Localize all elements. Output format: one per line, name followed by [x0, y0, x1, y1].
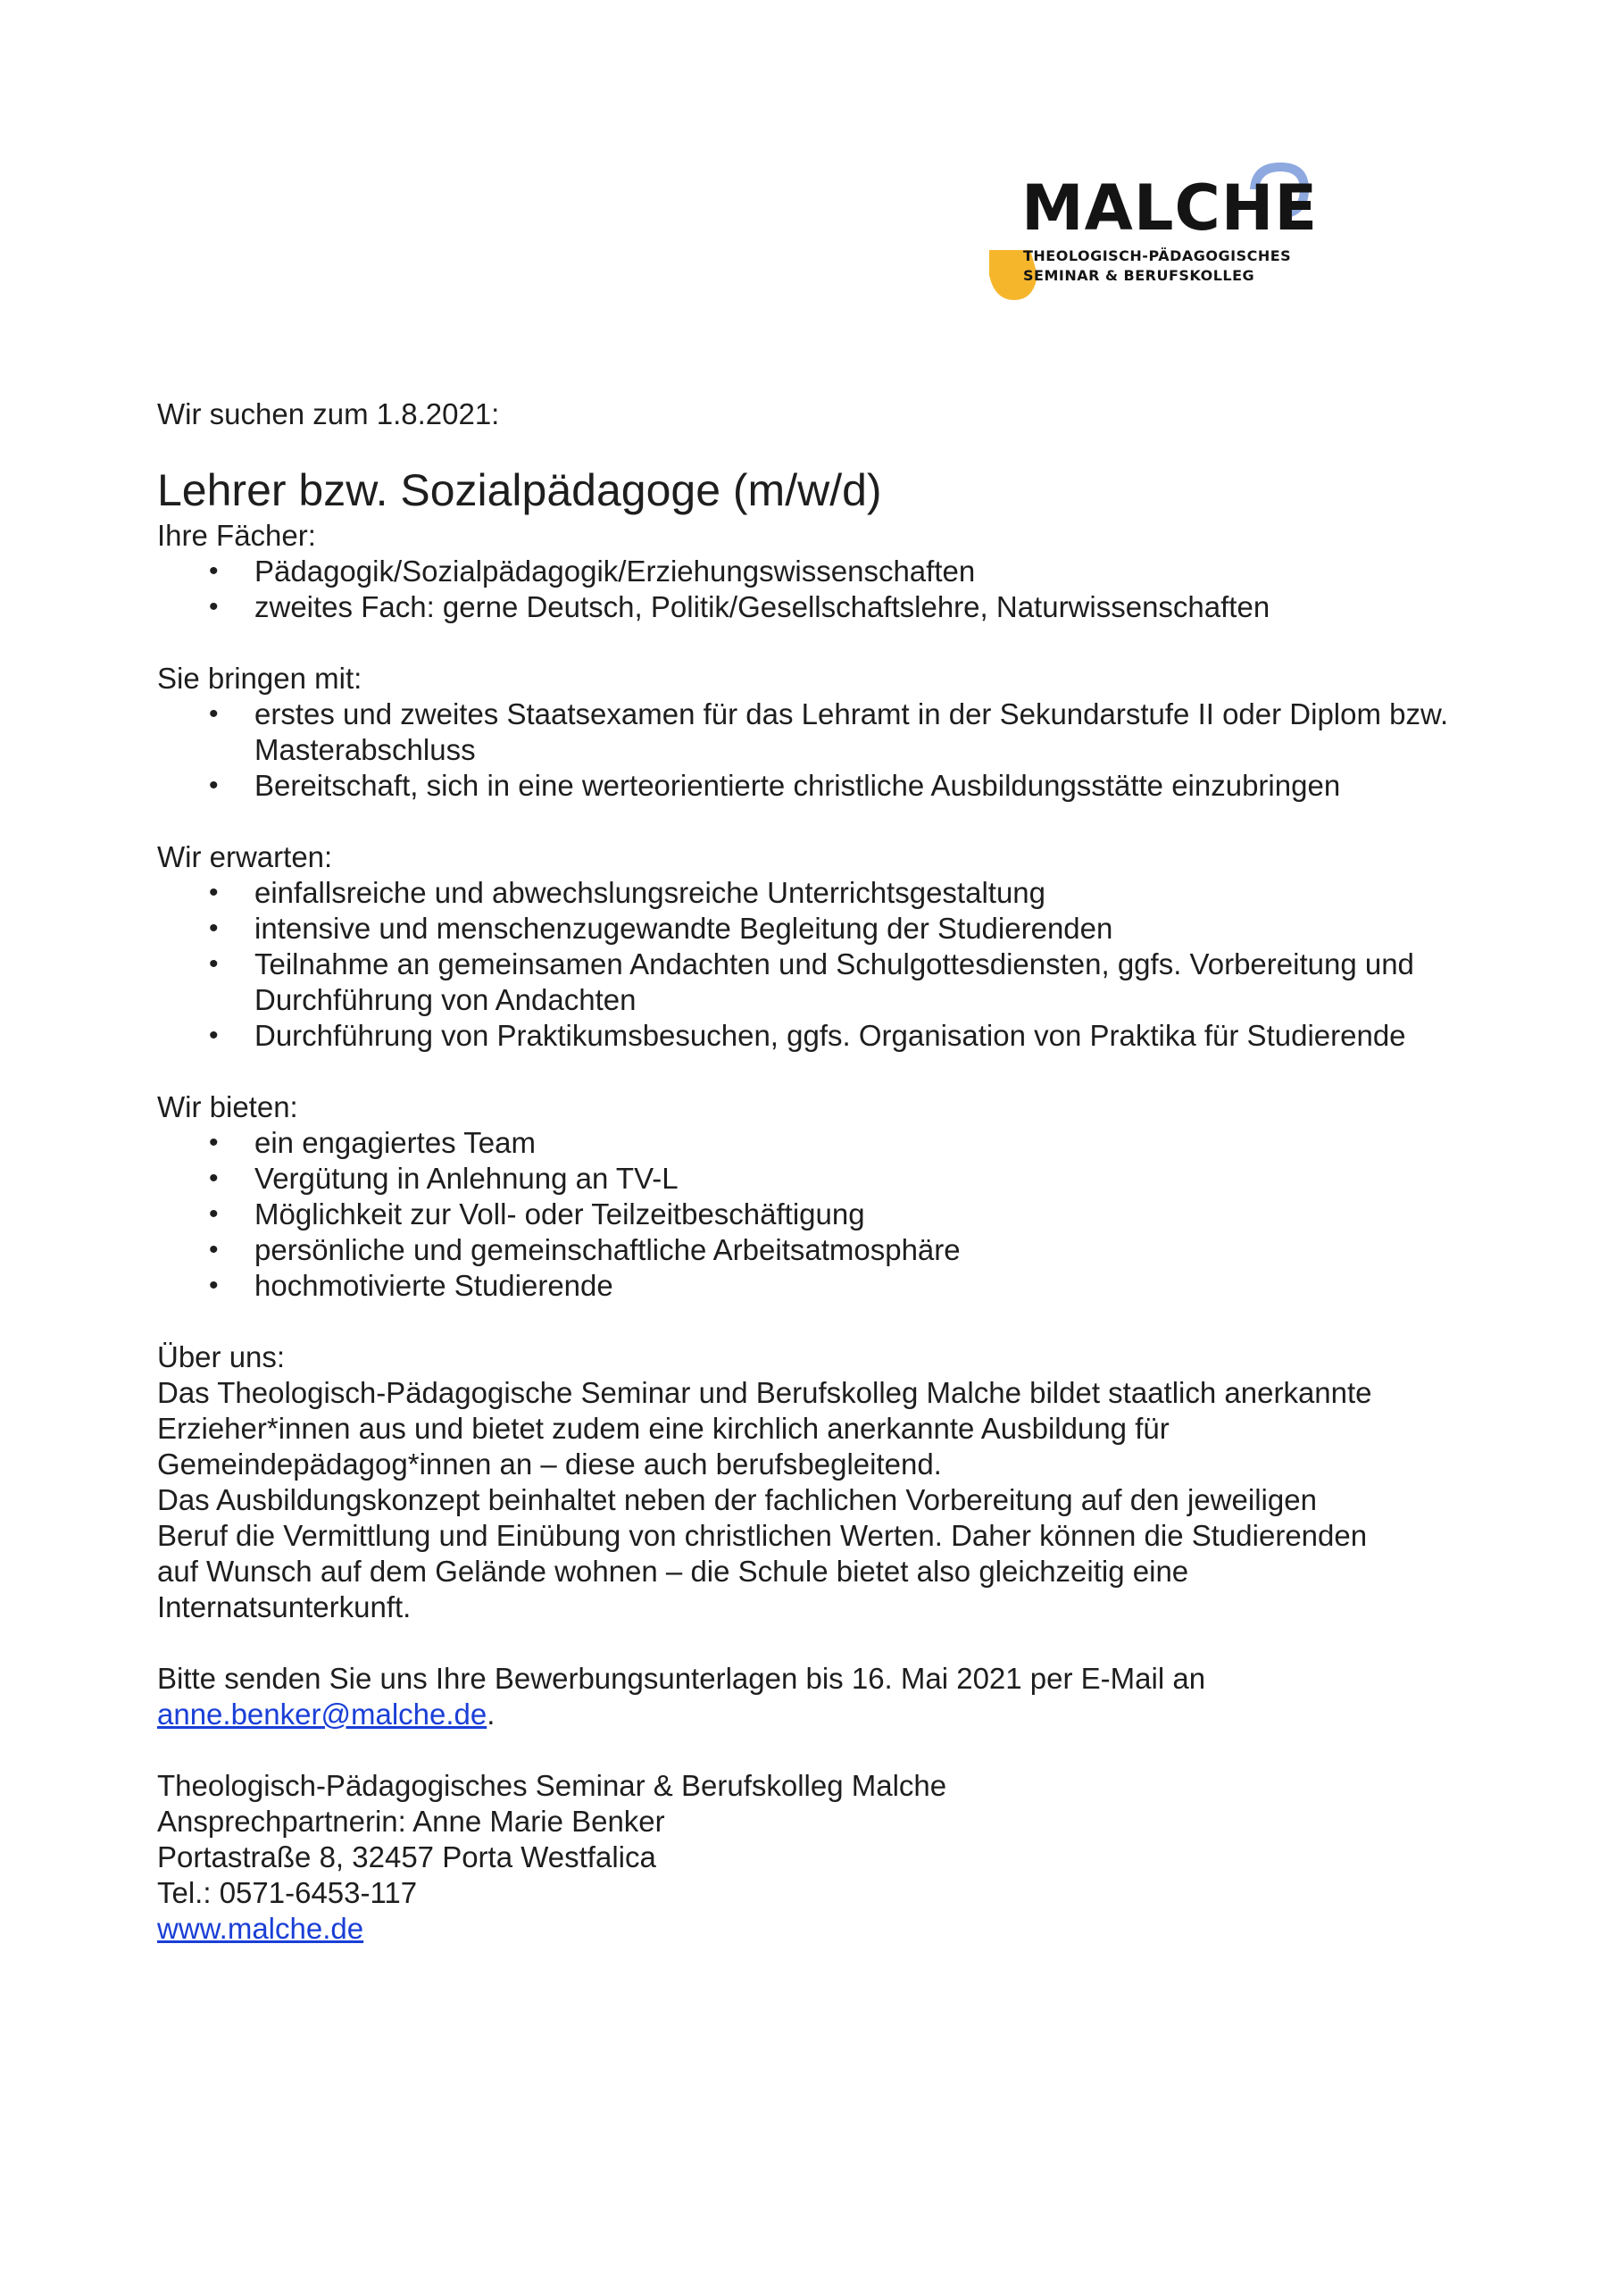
bullet-icon: • [209, 1271, 219, 1300]
malche-logo [982, 157, 1357, 311]
about-paragraph-2: Das Ausbildungskonzept beinhaltet neben der fachlichen Vorbereitung auf den jeweiligen Beruf die Vermittlung und Einübung von christlichen Werten. Daher können die Studierenden auf Wunsch auf dem Gelände wohnen – die Schule bietet also gleichzeitig eine Internatsunterkunft. [157, 1483, 1368, 1623]
logo-wordmark: MALCHE [1021, 171, 1319, 245]
intro-text: Wir suchen zum 1.8.2021: [157, 397, 500, 430]
list-item: • zweites Fach: gerne Deutsch, Politik/Gesellschaftslehre, Naturwissenschaften [209, 590, 1270, 623]
list-item: • Bereitschaft, sich in eine werteorientierte christliche Ausbildungsstätte einzubringen [209, 769, 1341, 802]
bullet-icon: • [209, 699, 219, 729]
job-posting [157, 396, 1496, 1947]
bullet-icon: • [209, 556, 219, 586]
email-link[interactable]: anne.benker@malche.de [157, 1698, 487, 1731]
section-faecher [157, 518, 1496, 625]
contact-block [157, 1768, 1496, 1947]
list-item: • persönliche und gemeinschaftliche Arbeitsatmosphäre [209, 1233, 961, 1266]
section-heading: Ihre Fächer: [157, 519, 316, 552]
list-item: • Durchführung von Praktikumsbesuchen, ggfs. Organisation von Praktika für Studierende [209, 1019, 1406, 1052]
contact-person: Ansprechpartnerin: Anne Marie Benker [157, 1805, 665, 1838]
section-heading: Wir bieten: [157, 1090, 298, 1123]
bullet-icon: • [209, 1128, 219, 1157]
list-item: • Teilnahme an gemeinsamen Andachten und Schulgottesdiensten, ggfs. Vorbereitung und Durchführung von Andachten [209, 947, 1414, 1016]
logo-subtitle [1023, 246, 1291, 286]
page-title: Lehrer bzw. Sozialpädagoge (m/w/d) [157, 465, 882, 515]
list-item: • ein engagiertes Team [209, 1126, 536, 1159]
logo-subtitle-line1: THEOLOGISCH-PÄDAGOGISCHES [1023, 247, 1292, 264]
section-heading: Über uns: [157, 1340, 286, 1373]
bullet-icon: • [209, 771, 219, 800]
list-item: • Pädagogik/Sozialpädagogik/Erziehungswissenschaften [209, 555, 976, 588]
bullet-list [157, 554, 1496, 625]
about-paragraph-1: Das Theologisch-Pädagogische Seminar und Berufskolleg Malche bildet staatlich anerkannte Erzieher*innen aus und bietet zudem eine kirchlich anerkannte Ausbildung für Gemeindepädagog*innen an – diese auch berufsbegleitend. [157, 1376, 1372, 1481]
list-item: • einfallsreiche und abwechslungsreiche Unterrichtsgestaltung [209, 876, 1046, 909]
application-text: Bitte senden Sie uns Ihre Bewerbungsunterlagen bis 16. Mai 2021 per E-Mail an [157, 1662, 1206, 1695]
bullet-icon: • [209, 914, 219, 943]
website-link[interactable]: www.malche.de [157, 1912, 364, 1945]
bullet-list [157, 875, 1496, 1054]
list-item: • Vergütung in Anlehnung an TV-L [209, 1162, 679, 1195]
list-item: • erstes und zweites Staatsexamen für das Lehramt in der Sekundarstufe II oder Diplom bzw. Masterabschluss [209, 697, 1449, 766]
list-item: • intensive und menschenzugewandte Begleitung der Studierenden [209, 912, 1113, 945]
bullet-list [157, 697, 1496, 804]
bullet-icon: • [209, 1199, 219, 1229]
bullet-icon: • [209, 1164, 219, 1193]
bullet-list [157, 1125, 1496, 1304]
list-item: • hochmotivierte Studierende [209, 1269, 613, 1302]
bullet-icon: • [209, 1021, 219, 1050]
bullet-icon: • [209, 878, 219, 907]
period: . [487, 1698, 496, 1731]
section-heading: Wir erwarten: [157, 840, 333, 873]
bullet-icon: • [209, 949, 219, 979]
bullet-icon: • [209, 1235, 219, 1264]
contact-org: Theologisch-Pädagogisches Seminar & Berufskolleg Malche [157, 1769, 947, 1802]
logo-subtitle-line2: SEMINAR & BERUFSKOLLEG [1023, 267, 1255, 284]
section-bieten [157, 1089, 1496, 1304]
section-bringen [157, 661, 1496, 804]
section-ueber-uns [157, 1339, 1496, 1625]
bullet-icon: • [209, 592, 219, 622]
application-note [157, 1661, 1496, 1732]
section-heading: Sie bringen mit: [157, 662, 362, 695]
section-erwarten [157, 839, 1496, 1054]
list-item: • Möglichkeit zur Voll- oder Teilzeitbeschäftigung [209, 1197, 865, 1231]
contact-phone: Tel.: 0571-6453-117 [157, 1876, 418, 1909]
contact-address: Portastraße 8, 32457 Porta Westfalica [157, 1840, 656, 1873]
